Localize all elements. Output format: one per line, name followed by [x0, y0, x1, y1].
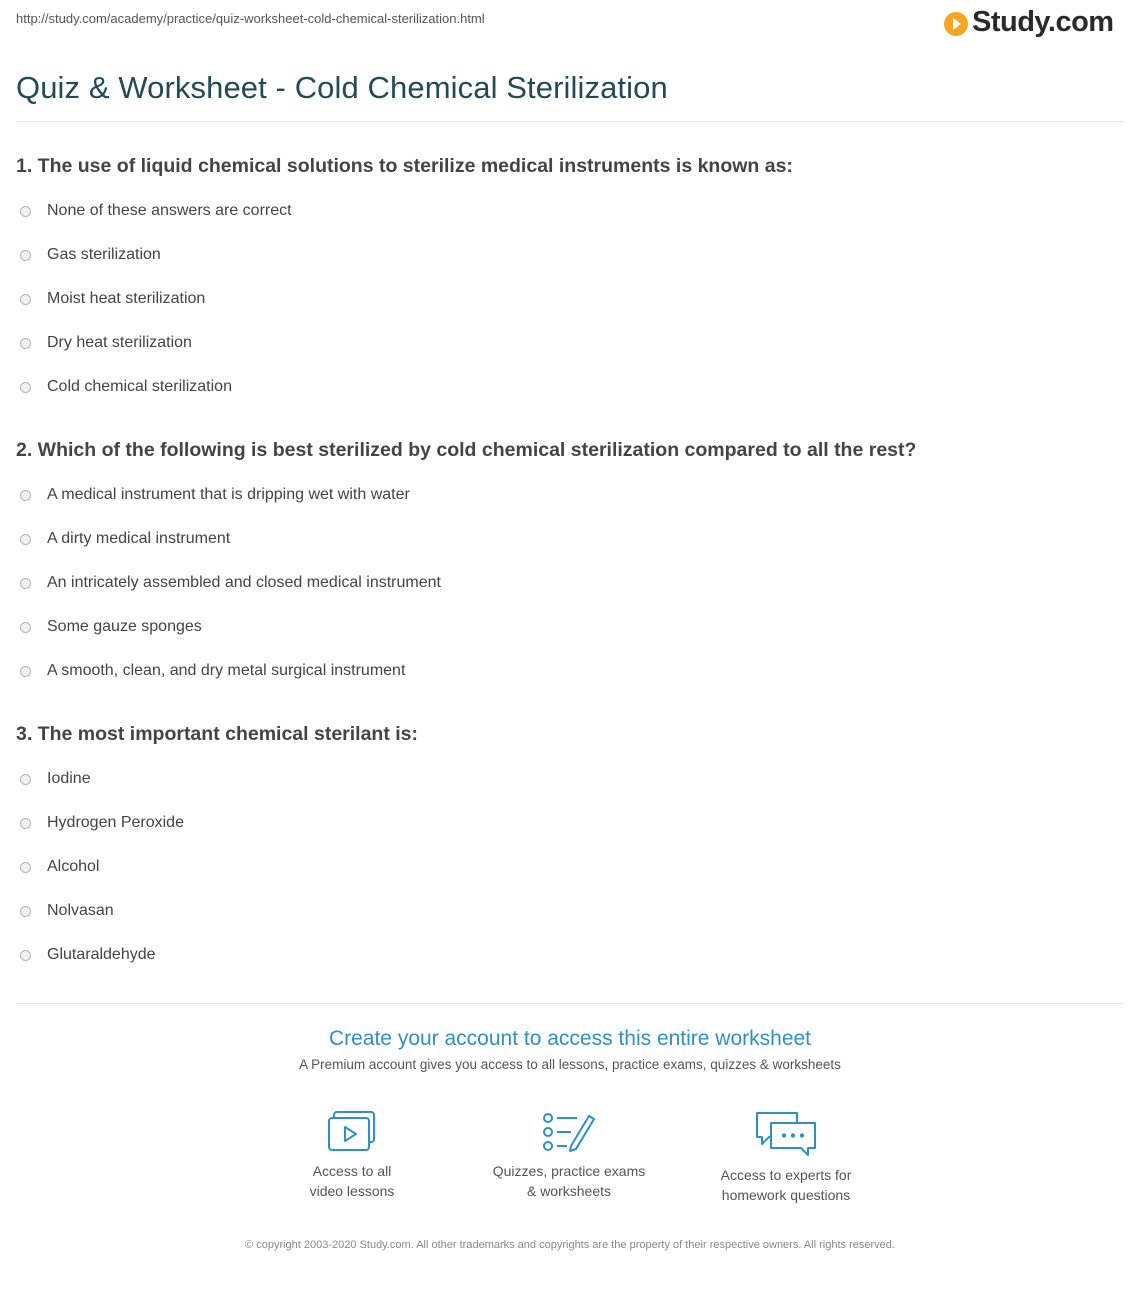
answer-label: Cold chemical sterilization — [47, 378, 232, 395]
quiz-checklist-icon — [541, 1110, 597, 1154]
radio-button[interactable] — [20, 490, 31, 501]
answer-label: Moist heat sterilization — [47, 290, 206, 307]
radio-button[interactable] — [20, 818, 31, 829]
answer-option[interactable] — [20, 378, 292, 422]
answer-list-3 — [20, 770, 184, 990]
answer-option[interactable] — [20, 486, 441, 530]
answer-label: None of these answers are correct — [47, 202, 292, 219]
radio-button[interactable] — [20, 862, 31, 873]
create-account-link[interactable]: Create your account to access this entire worksheet — [328, 1027, 812, 1050]
answer-label: Some gauze sponges — [47, 618, 202, 635]
answer-label: Glutaraldehyde — [47, 946, 156, 963]
answer-label: A smooth, clean, and dry metal surgical instrument — [47, 662, 406, 679]
answer-label: Hydrogen Peroxide — [47, 814, 184, 831]
copyright-notice: © copyright 2003-2020 Study.com. All other trademarks and copyrights are the property of their respective owners. All rights reserved. — [245, 1239, 895, 1251]
answer-label: Nolvasan — [47, 902, 114, 919]
answer-option[interactable] — [20, 334, 292, 378]
answer-label: Dry heat sterilization — [47, 334, 192, 351]
answer-label: Alcohol — [47, 858, 100, 875]
radio-button[interactable] — [20, 534, 31, 545]
radio-button[interactable] — [20, 338, 31, 349]
feature-label-line2: video lessons — [309, 1183, 395, 1199]
radio-button[interactable] — [20, 578, 31, 589]
page-title: Quiz & Worksheet - Cold Chemical Sterilization — [16, 70, 668, 105]
answer-option[interactable] — [20, 202, 292, 246]
radio-button[interactable] — [20, 774, 31, 785]
feature-label-line1: Access to all — [312, 1163, 392, 1179]
radio-button[interactable] — [20, 622, 31, 633]
answer-label: An intricately assembled and closed medical instrument — [47, 574, 441, 591]
answer-label: Gas sterilization — [47, 246, 161, 263]
cta-subtitle: A Premium account gives you access to all lessons, practice exams, quizzes & worksheets — [299, 1057, 841, 1072]
radio-button[interactable] — [20, 666, 31, 677]
title-divider — [16, 121, 1124, 122]
answer-list-2 — [20, 486, 441, 706]
radio-button[interactable] — [20, 906, 31, 917]
answer-option[interactable] — [20, 574, 441, 618]
feature-video-lessons — [252, 1110, 452, 1201]
expert-chat-icon — [754, 1110, 818, 1158]
cta-divider — [16, 1003, 1124, 1004]
answer-option[interactable] — [20, 618, 441, 662]
feature-label-line1: Quizzes, practice exams — [492, 1163, 646, 1179]
radio-button[interactable] — [20, 206, 31, 217]
answer-option[interactable] — [20, 946, 184, 990]
answer-list-1 — [20, 202, 292, 422]
question-1: 1. The use of liquid chemical solutions to sterilize medical instruments is known as: — [16, 155, 793, 177]
logo-text: Study.com — [972, 6, 1114, 38]
radio-button[interactable] — [20, 382, 31, 393]
answer-option[interactable] — [20, 902, 184, 946]
feature-label-line2: homework questions — [721, 1187, 851, 1203]
feature-experts — [686, 1110, 886, 1205]
radio-button[interactable] — [20, 950, 31, 961]
answer-option[interactable] — [20, 770, 184, 814]
feature-quizzes — [469, 1110, 669, 1201]
answer-label: A medical instrument that is dripping wet with water — [47, 486, 410, 503]
play-logo-icon — [944, 12, 968, 36]
page-url: http://study.com/academy/practice/quiz-worksheet-cold-chemical-sterilization.html — [16, 11, 485, 26]
answer-option[interactable] — [20, 290, 292, 334]
radio-button[interactable] — [20, 294, 31, 305]
answer-option[interactable] — [20, 662, 441, 706]
answer-option[interactable] — [20, 858, 184, 902]
question-3: 3. The most important chemical sterilant is: — [16, 723, 419, 745]
study-logo[interactable] — [944, 6, 1114, 39]
feature-label-line1: Access to experts for — [720, 1167, 852, 1183]
answer-label: Iodine — [47, 770, 91, 787]
answer-option[interactable] — [20, 530, 441, 574]
radio-button[interactable] — [20, 250, 31, 261]
feature-label-line2: & worksheets — [526, 1183, 612, 1199]
answer-option[interactable] — [20, 246, 292, 290]
answer-option[interactable] — [20, 814, 184, 858]
question-2: 2. Which of the following is best sterilized by cold chemical sterilization compared to all the rest? — [16, 439, 917, 461]
answer-label: A dirty medical instrument — [47, 530, 231, 547]
video-lessons-icon — [326, 1110, 378, 1154]
